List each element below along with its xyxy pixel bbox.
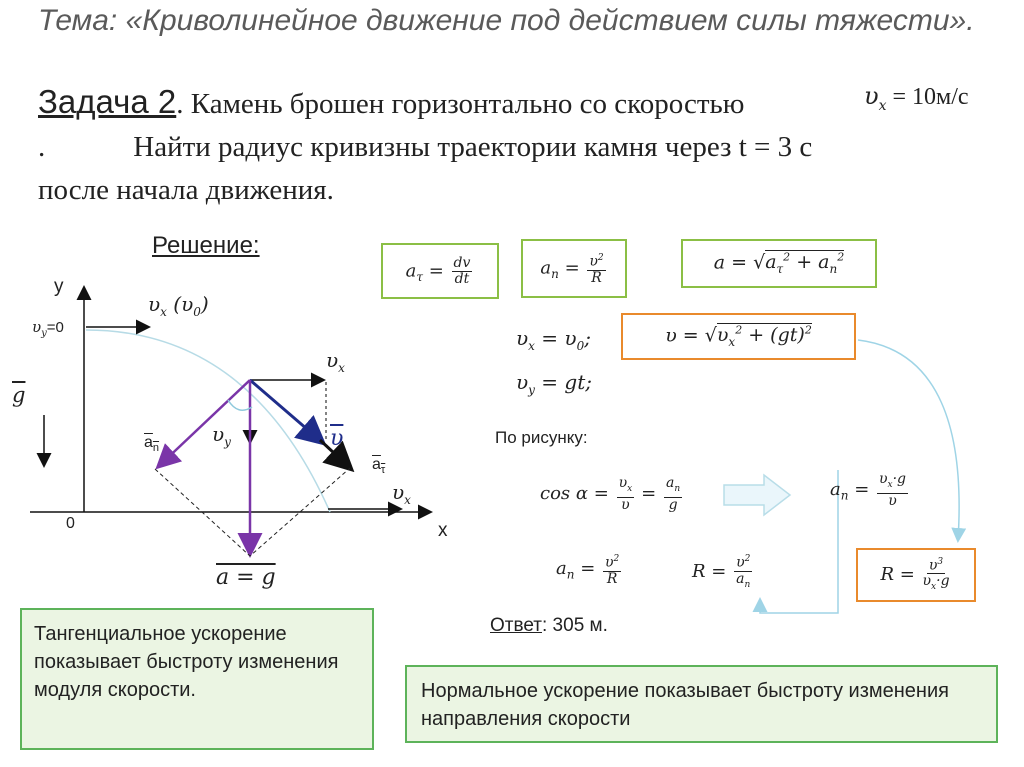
a-equals-g-label: a = g <box>216 565 276 590</box>
r-formula: R = $\frac{\upsilon^2}{a_n}$ <box>692 554 751 590</box>
normal-note: Нормальное ускорение показывает быстроту изменения направления скорости <box>405 665 998 743</box>
vy-label: $\upsilon_y$ <box>212 422 231 449</box>
origin-label: 0 <box>66 515 75 532</box>
y-axis-label: у <box>54 276 64 297</box>
vx-label: $\upsilon_x$ <box>326 348 345 375</box>
vx-equation: $\upsilon_x = \upsilon_0$; <box>516 326 591 353</box>
velocity-vector <box>250 380 322 442</box>
v-vector-label: $\overline{\upsilon}$ <box>330 426 344 451</box>
lesson-theme: Тема: «Криволинейное движение под действием силы тяжести». <box>38 4 975 37</box>
an-result-equation: $a_n$ = $\frac{\upsilon_x\cdot g}{\upsilon}$ <box>830 471 907 509</box>
tangential-note: Тангенциальное ускорение показывает быстроту изменения модуля скорости. <box>20 608 374 750</box>
g-vector-label: $\overline{g}$ <box>12 383 26 407</box>
radius-result-formula: R = $\frac{\upsilon^3}{\upsilon_x\cdot g}$ <box>856 548 976 602</box>
vx-v0-label: $\upsilon_x$ $(\upsilon_0)$ <box>148 292 209 319</box>
answer-value: : 305 м. <box>542 615 608 636</box>
initial-velocity-formula: $\upsilon_x = 10м/с$ <box>864 82 969 114</box>
implies-arrow-icon <box>722 473 792 522</box>
x-axis-label: х <box>438 520 448 541</box>
an-label: $a_n$ <box>144 434 160 455</box>
an-formula-2: $a_n$ = $\frac{\upsilon^2}{R}$ <box>556 554 620 587</box>
normal-acc-vector <box>159 380 250 466</box>
vy-zero-label: $\upsilon_y=0$ <box>32 318 64 339</box>
a-tau-label: $a_\tau$ <box>372 456 386 477</box>
task-text-1: . Камень брошен горизонтально со скоростью <box>176 88 745 120</box>
normal-acc-formula: $a_n$ = $\frac{\upsilon^2}{R}$ <box>521 239 627 298</box>
task-label: Задача 2 <box>38 83 177 120</box>
task-dot: . <box>38 131 46 163</box>
initial-velocity-value: = 10м/с <box>892 84 969 110</box>
by-figure-label: По рисунку: <box>495 428 588 447</box>
task-text-3: после начала движения. <box>38 174 334 206</box>
total-acc-formula: $a = √a_\tau^2 + a_n^2$ <box>681 239 877 288</box>
tangential-acc-formula: $a_\tau$ = $\frac{dv}{dt}$ <box>381 243 499 299</box>
answer <box>490 615 608 637</box>
vx-bottom-label: $\upsilon_x$ <box>392 480 411 507</box>
vy-equation: $\upsilon_y$ = gt; <box>516 370 593 397</box>
solution-heading: Решение: <box>152 232 260 259</box>
task-text-2: Найти радиус кривизны траектории камня через t = 3 с <box>133 131 813 163</box>
cos-alpha-equation: cos α = $\frac{\upsilon_x}{\upsilon}$ = $\frac{a_n}{g}$ <box>540 475 681 513</box>
answer-label: Ответ <box>490 615 542 636</box>
speed-formula: $\upsilon = √\upsilon_x^2 + (gt)^2$ <box>621 313 856 360</box>
